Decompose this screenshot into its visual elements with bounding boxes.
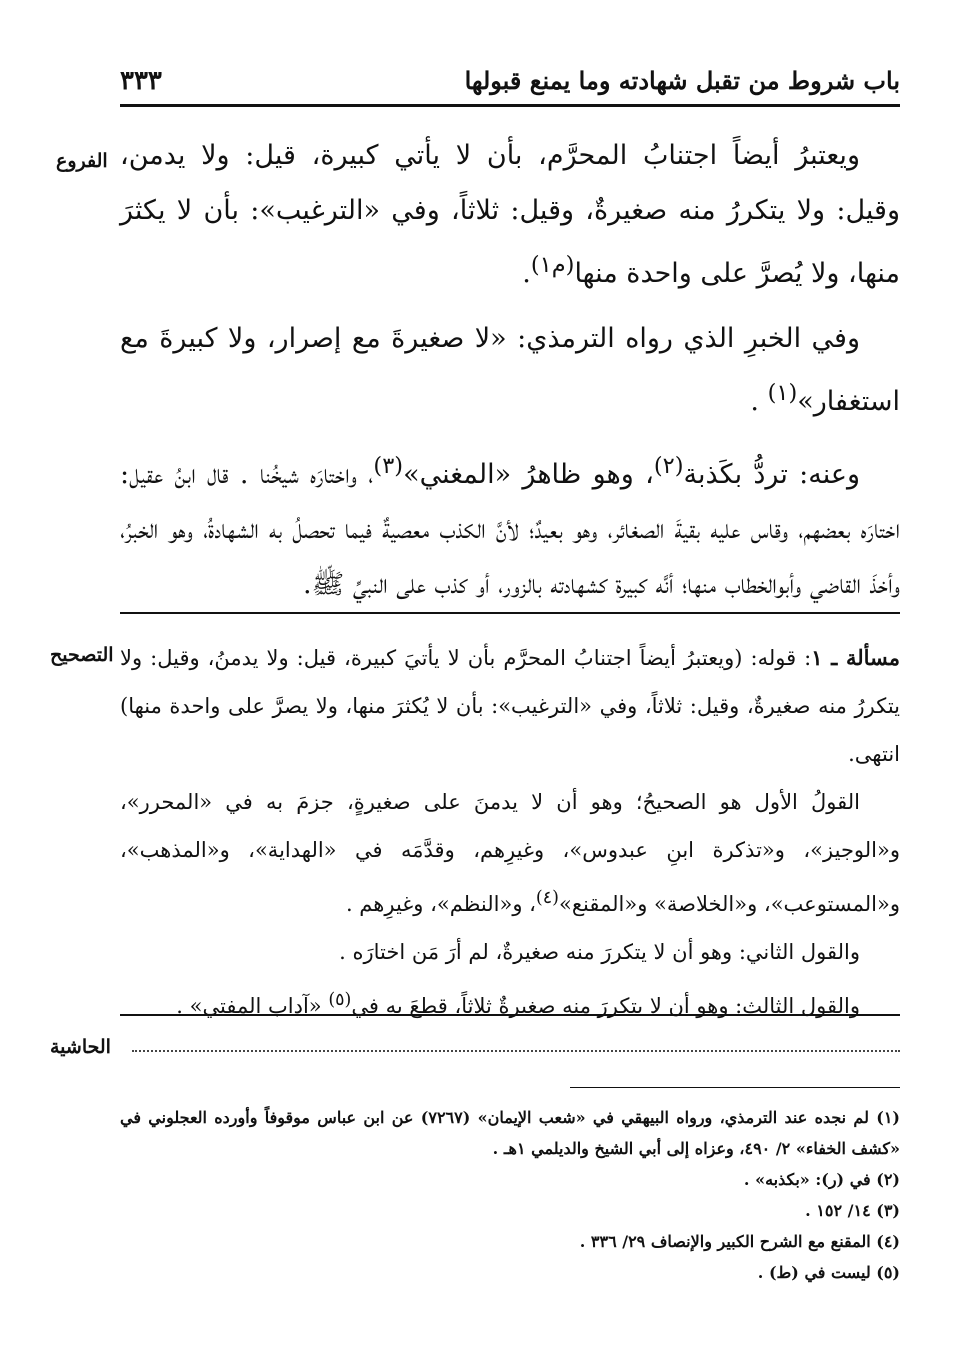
page-header [120, 62, 900, 102]
footnote-item: (٣) ١٤/ ١٥٢ . [805, 1201, 900, 1220]
footnote-mark: (١) [767, 380, 798, 406]
footnote-item: (١) لم نجده عند الترمذي، ورواه البيهقي في «شعب الإيمان» (٧٢٦٧) عن ابن عباس موقوفاً وأورده العجلوني في «كشف الخفاء» ٢/ ٤٩٠، وعزاه إلى أبي الشيخ والديلمي ١هـ . [120, 1108, 900, 1158]
footnote-mark: (٥) [328, 990, 352, 1010]
tashih-text-segment: القولُ الأول هو الصحيحُ؛ وهو أن لا يدمنَ على صغيرةٍ، جزمَ به في «المحرر»، و«الوجيز»، و«تذكرة ابنِ عبدوس»، وغيرِهم، وقدَّمَه في «الهداية»، و«المذهب»، و«المستوعب»، و«الخلاصة» و«المقنع» [120, 790, 900, 916]
tashih-text-segment: «آداب المفتي» . [176, 994, 329, 1018]
section-divider [120, 1014, 900, 1016]
running-title: باب شروط من تقبل شهادته وما يمنع قبولها [464, 66, 900, 95]
masala-label: مسألة ـ ١ [811, 645, 901, 670]
main-text-segment: . [522, 258, 531, 289]
main-paragraph [120, 128, 900, 301]
hashiya-dotted-line [132, 1030, 900, 1052]
section-divider [120, 612, 900, 614]
main-text-segment: ، وهو ظاهرُ «المغني» [403, 459, 654, 490]
tashih-text-segment: والقول الثالث: وهو أن لا يتكررَ منه صغيرةٌ ثلاثاً، قطعَ به في [351, 994, 860, 1018]
main-text-segment: ، واختارَه شيخُنا . قال ابنُ عقيل: اختارَه بعضهم، وقاس عليه بقيةَ الصغائر، وهو بعيدٌ؛ لأنَّ الكذب معصيةٌ فيما تحصلُ به الشهادةُ، وهو الخبرُ، وأخذَ القاضي وأبوالخطاب منها؛ أنَّه كبيرة كشهادته بالزور، أو كذب على النبيِّ ﷺ. [120, 459, 900, 600]
tashih-text-segment: : قوله: (ويعتبرُ أيضاً اجتنابُ المحرَّم بأن لا يأتيَ كبيرة، قيل: ولا يدمنُ، وقيل: ولا يتكررُ منه صغيرةٌ، وقيل: ثلاثاً، وفي «الترغيب»: بأن لا يُكثرَ منها، ولا يصرَّ على واحدة منها) انتهى. [120, 646, 900, 766]
tashih-paragraph: والقول الثاني: وهو أن لا يتكررَ منه صغيرةٌ، لم أرَ مَن اختارَه . [339, 940, 860, 964]
main-paragraph [120, 311, 900, 429]
margin-label-tashih: التصحيح [50, 644, 114, 666]
main-text [120, 128, 900, 622]
main-paragraph [120, 439, 900, 612]
header-rule [120, 104, 900, 107]
main-text-segment: وعنه: تردُّ بكَذبة [683, 459, 861, 490]
footnote-rule [570, 1087, 900, 1088]
footnote-mark: (٢) [653, 453, 684, 479]
margin-label-hashiya: الحاشية [50, 1036, 111, 1058]
margin-label-furu: الفروع [56, 150, 108, 172]
footnote-item: (٤) المقنع مع الشرح الكبير والإنصاف ٢٩/ ٣٣٦ . [579, 1232, 900, 1251]
footnotes [120, 1102, 900, 1288]
footnote-item: (٢) في (ر): «بكذبه» . [743, 1170, 900, 1189]
page-number: ٣٣٣ [120, 66, 162, 96]
footnote-item: (٥) ليست في (ط) . [757, 1263, 900, 1282]
tashih-text [120, 634, 900, 1030]
tashih-paragraph [120, 976, 900, 1030]
tashih-paragraph [120, 634, 900, 778]
footnote-mark: (٤) [535, 888, 559, 908]
main-text-segment: . [750, 386, 768, 417]
main-text-segment: وفي الخبرِ الذي رواه الترمذي: «لا صغيرةَ مع إصرار، ولا كبيرةَ مع استغفار» [120, 323, 900, 417]
tashih-paragraph [120, 778, 900, 928]
main-text-segment: ويعتبرُ أيضاً اجتنابُ المحرَّم، بأن لا يأتي كبيرة، قيل: ولا يدمن، وقيل: ولا يتكررُ منه صغيرةٌ، وقيل: ثلاثاً، وفي «الترغيب»: بأن لا يكثرَ منها، ولا يُصرَّ على واحدة منها [120, 140, 900, 289]
footnote-mark: (م١) [530, 252, 575, 278]
footnote-mark: (٣) [373, 453, 404, 479]
tashih-text-segment: ، و«النظم»، وغيرِهم . [345, 892, 536, 916]
